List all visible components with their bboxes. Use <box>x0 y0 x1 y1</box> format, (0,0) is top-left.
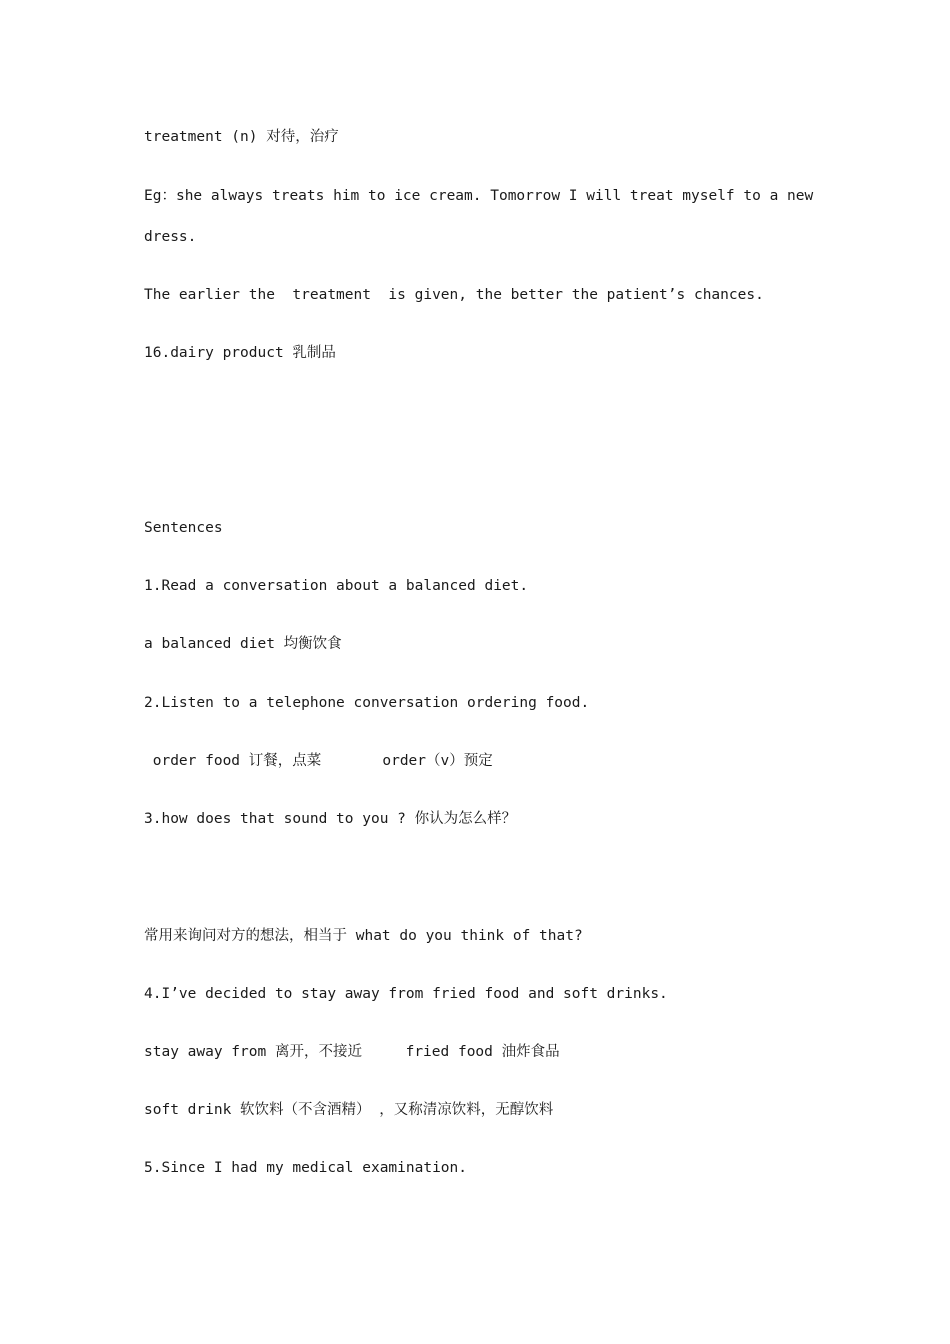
sentence-2: 2.Listen to a telephone conversation ordering food. <box>144 695 590 711</box>
example-sentence-treatment: The earlier the treatment is given, the better the patient’s chances. <box>144 287 764 303</box>
vocab-soft-drink: soft drink 软饮料（不含酒精） ，又称清凉饮料，无醇饮料 <box>144 1102 554 1118</box>
sentence-4: 4.I’ve decided to stay away from fried food and soft drinks. <box>144 986 668 1002</box>
vocab-order-food: order food 订餐，点菜 order（v）预定 <box>144 753 493 769</box>
section-heading-sentences: Sentences <box>144 520 223 536</box>
vocab-balanced-diet: a balanced diet 均衡饮食 <box>144 636 342 652</box>
vocab-treatment: treatment (n) 对待，治疗 <box>144 129 339 145</box>
vocab-stay-away-from: stay away from 离开，不接近 fried food 油炸食品 <box>144 1044 560 1060</box>
note-sentence-3: 常用来询问对方的想法，相当于 what do you think of that? <box>144 928 583 944</box>
example-sentence-treat: Eg：she always treats him to ice cream. Tomorrow I will treat myself to a new <box>144 188 814 204</box>
sentence-5: 5.Since I had my medical examination. <box>144 1160 468 1176</box>
example-sentence-treat-continued: dress. <box>144 229 197 245</box>
vocab-dairy-product: 16.dairy product 乳制品 <box>144 345 336 361</box>
sentence-1: 1.Read a conversation about a balanced diet. <box>144 578 529 594</box>
sentence-3: 3.how does that sound to you ? 你认为怎么样？ <box>144 811 517 827</box>
